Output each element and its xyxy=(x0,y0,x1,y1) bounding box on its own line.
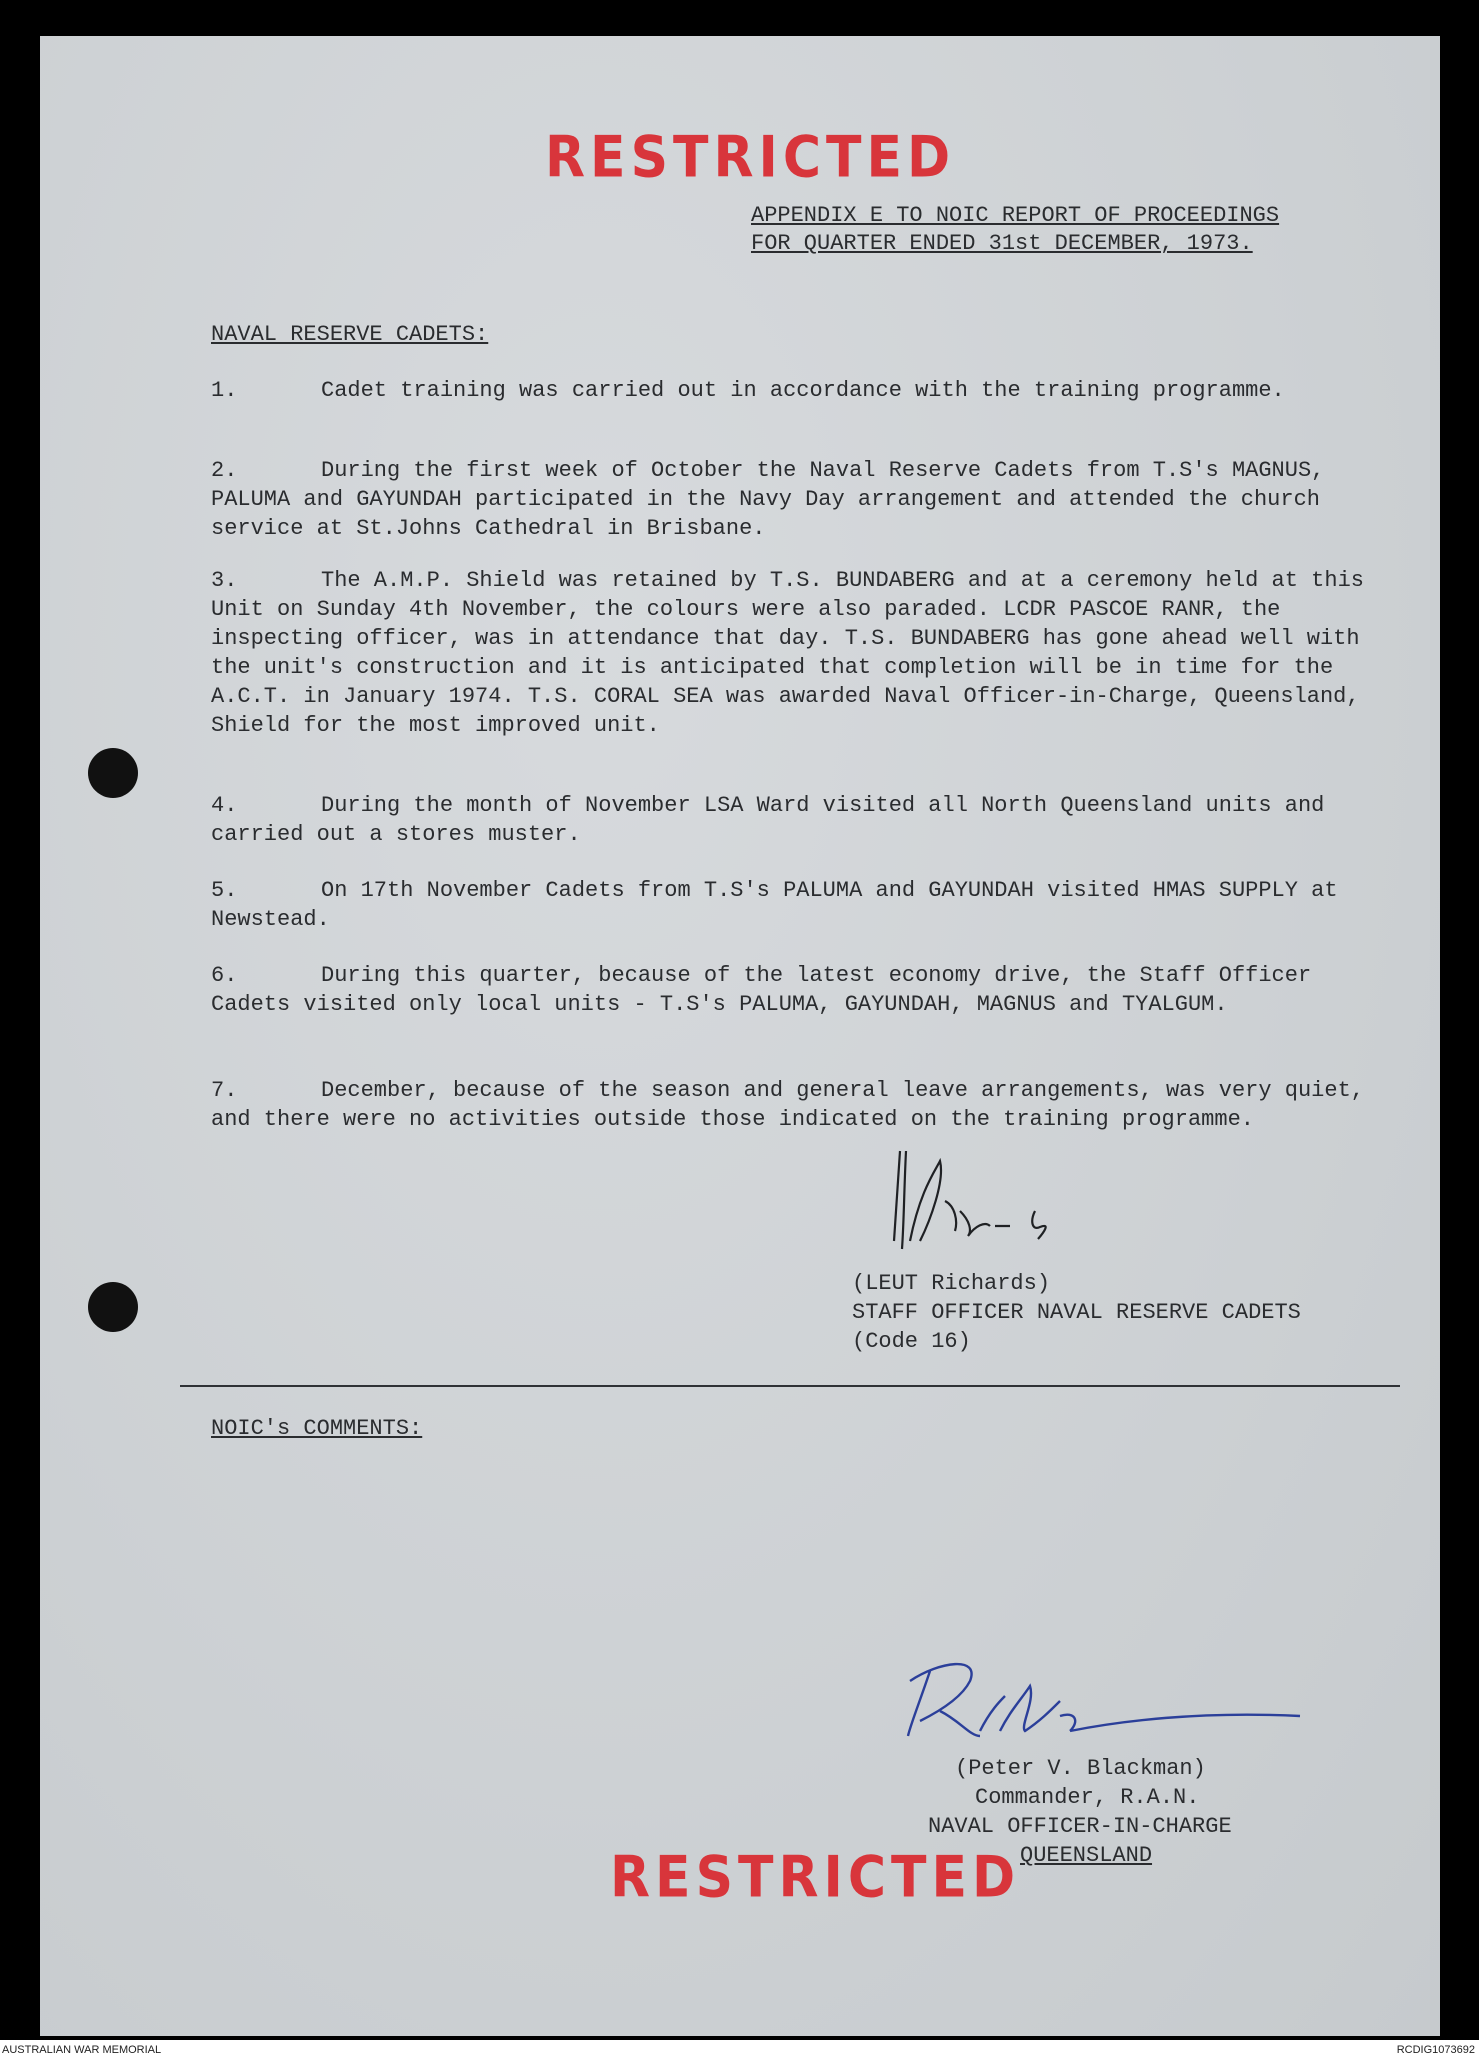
paragraph-3 xyxy=(211,566,1391,740)
paragraph-number: 2. xyxy=(211,458,238,483)
punch-hole-bottom xyxy=(88,1282,138,1332)
paragraph-number: 5. xyxy=(211,878,238,903)
paragraph-1 xyxy=(211,376,1391,405)
signatory2-rank: Commander, R.A.N. xyxy=(975,1785,1200,1810)
paragraph-2 xyxy=(211,456,1391,543)
section-heading: NAVAL RESERVE CADETS: xyxy=(211,322,489,347)
paragraph-number: 3. xyxy=(211,568,238,593)
paragraph-text: December, because of the season and general leave arrangements, was very quiet, and there were no activities outside those indicated on the training programme. xyxy=(211,1078,1364,1132)
appendix-line-1: APPENDIX E TO NOIC REPORT OF PROCEEDINGS xyxy=(751,203,1280,228)
signature-richards xyxy=(860,1131,1160,1261)
paragraph-text: During the first week of October the Naval Reserve Cadets from T.S's MAGNUS, PALUMA and GAYUNDAH participated in the Navy Day arrangement and attended the church service at St.Johns Cathedral in Brisbane. xyxy=(211,458,1325,541)
restricted-stamp-top: RESTRICTED xyxy=(545,125,956,191)
paragraph-number: 6. xyxy=(211,963,238,988)
paragraph-5 xyxy=(211,876,1391,934)
footer-left-text: AUSTRALIAN WAR MEMORIAL xyxy=(2,2044,162,2056)
signatory2-title: NAVAL OFFICER-IN-CHARGE xyxy=(928,1814,1232,1839)
signatory1-code: (Code 16) xyxy=(852,1329,971,1354)
paragraph-number: 7. xyxy=(211,1078,238,1103)
paragraph-number: 4. xyxy=(211,793,238,818)
footer-right-text: RCDIG1073692 xyxy=(1396,2044,1475,2056)
footer-bar xyxy=(0,2040,1479,2061)
paragraph-text: The A.M.P. Shield was retained by T.S. BUNDABERG and at a ceremony held at this Unit on Sunday 4th November, the colours were also paraded. LCDR PASCOE RANR, the inspecting officer, was in attendance that day. T.S. BUNDABERG has gone ahead well with the unit's construction and it is anticipated that completion will be in time for the A.C.T. in January 1974. T.S. CORAL SEA was awarded Naval Officer-in-Charge, Queensland, Shield for the most improved unit. xyxy=(211,568,1364,738)
appendix-line-2: FOR QUARTER ENDED 31st DECEMBER, 1973. xyxy=(751,231,1253,256)
paragraph-7 xyxy=(211,1076,1391,1134)
paragraph-text: On 17th November Cadets from T.S's PALUMA and GAYUNDAH visited HMAS SUPPLY at Newstead. xyxy=(211,878,1338,932)
signatory2-name: (Peter V. Blackman) xyxy=(955,1756,1206,1781)
paragraph-text: During the month of November LSA Ward visited all North Queensland units and carried out a stores muster. xyxy=(211,793,1325,847)
document-page xyxy=(40,36,1440,2036)
signatory2-region: QUEENSLAND xyxy=(1020,1843,1153,1868)
divider-rule xyxy=(180,1385,1400,1387)
signatory1-name: (LEUT Richards) xyxy=(852,1271,1051,1296)
paragraph-text: Cadet training was carried out in accordance with the training programme. xyxy=(321,378,1285,403)
signature-blackman xyxy=(900,1641,1320,1751)
paragraph-4 xyxy=(211,791,1391,849)
comments-heading: NOIC's COMMENTS: xyxy=(211,1416,423,1441)
punch-hole-top xyxy=(88,748,138,798)
signatory1-title: STAFF OFFICER NAVAL RESERVE CADETS xyxy=(852,1300,1301,1325)
restricted-stamp-bottom: RESTRICTED xyxy=(610,1845,1021,1911)
paragraph-text: During this quarter, because of the latest economy drive, the Staff Officer Cadets visited only local units - T.S's PALUMA, GAYUNDAH, MAGNUS and TYALGUM. xyxy=(211,963,1312,1017)
paragraph-number: 1. xyxy=(211,378,238,403)
paragraph-6 xyxy=(211,961,1391,1019)
